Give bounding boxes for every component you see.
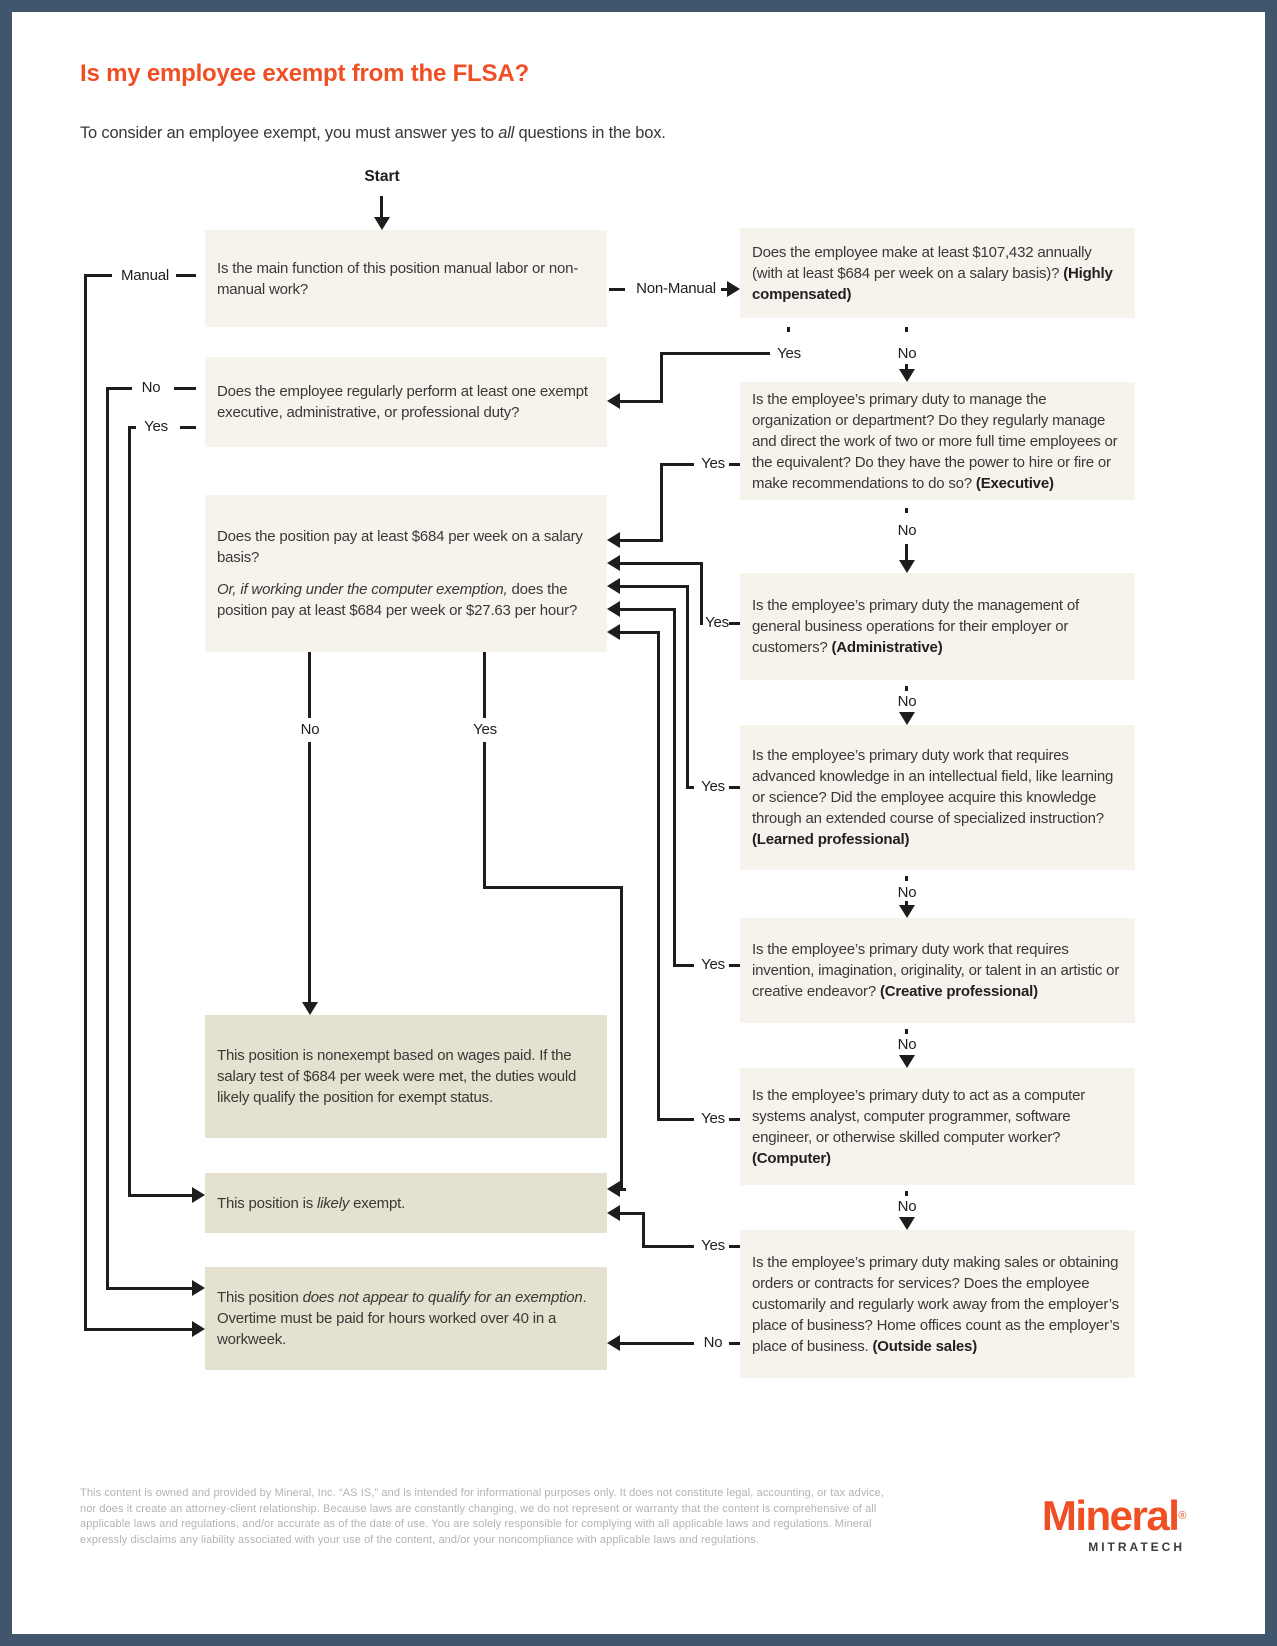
label-creative-no: No <box>897 1036 917 1053</box>
connector-hc-yes-horizontal <box>660 352 770 355</box>
node-administrative-text: Is the employee’s primary duty the management of general business operations for their employer or customers? (Administrative) <box>752 597 1079 656</box>
connector-administrative-yes-into-salary <box>618 562 702 565</box>
registered-trademark-icon: ® <box>1178 1510 1185 1522</box>
label-outside-sales-yes: Yes <box>701 1237 725 1254</box>
arrowhead-salary-no-icon <box>302 1002 318 1015</box>
node-likely-exempt <box>205 1173 607 1233</box>
arrowhead-salary-yes-icon <box>607 1181 620 1197</box>
connector-learned-yes-into-salary <box>618 585 688 588</box>
arrowhead-hc-no-icon <box>899 369 915 382</box>
label-highly-compensated-no: No <box>897 345 917 362</box>
label-manual: Manual <box>121 267 169 284</box>
arrowhead-outside-no-icon <box>607 1335 620 1351</box>
label-learned-no: No <box>897 884 917 901</box>
arrowhead-duty-yes-into-likely-exempt-icon <box>192 1187 205 1203</box>
connector-hc-yes-vertical <box>660 352 663 403</box>
node-salary-test-text-2: Or, if working under the computer exemption, does the position pay at least $684 per week or $27.63 per hour? <box>217 581 578 619</box>
arrowhead-duty-no-into-not-exempt-icon <box>192 1280 205 1296</box>
arrowhead-non-manual-icon <box>727 281 740 297</box>
connector-salary-yes-v3 <box>620 886 623 1191</box>
arrowhead-hc-yes-into-duty-icon <box>607 393 620 409</box>
connector-creative-yes-into-salary <box>618 608 675 611</box>
mineral-logo <box>985 1494 1185 1554</box>
connector-salary-no-v2 <box>308 742 311 1002</box>
connector-duty-yes-dash <box>180 426 196 429</box>
connector-administrative-yes-dash <box>729 622 740 625</box>
connector-salary-yes-v2 <box>483 742 486 889</box>
connector-creative-yes-trunk <box>673 608 676 967</box>
dot-computer-no <box>905 1191 908 1196</box>
node-exempt-duty <box>205 357 607 447</box>
node-nonexempt-wages-text: This position is nonexempt based on wages paid. If the salary test of $684 per week were met, the duties would likely qualify the position for exempt status. <box>217 1047 577 1106</box>
connector-duty-no-stub <box>106 387 132 390</box>
node-creative-professional-text: Is the employee’s primary duty work that requires invention, imagination, originality, or talent in an artistic or creative endeavor? (Creative professional) <box>752 941 1120 1000</box>
connector-computer-yes-left <box>657 1118 694 1121</box>
label-computer-no: No <box>897 1198 917 1215</box>
connector-executive-yes-into-salary <box>618 539 662 542</box>
arrowhead-executive-yes-icon <box>607 532 620 548</box>
node-salary-test <box>205 495 607 652</box>
node-salary-test-text-1: Does the position pay at least $684 per week on a salary basis? <box>217 528 583 566</box>
arrowhead-computer-no-icon <box>899 1217 915 1230</box>
label-exempt-duty-yes: Yes <box>144 418 168 435</box>
connector-salary-no-v1 <box>308 652 311 718</box>
connector-salary-yes-v1 <box>483 652 486 718</box>
connector-manual-stub <box>84 274 112 277</box>
connector-outside-yes-dash <box>729 1245 740 1248</box>
connector-executive-yes-left <box>660 463 694 466</box>
page-title: Is my employee exempt from the FLSA? <box>80 60 529 87</box>
connector-executive-no-line <box>905 544 908 560</box>
label-computer-yes: Yes <box>701 1110 725 1127</box>
node-not-exempt-text: This position does not appear to qualify for an exemption. Overtime must be paid for hours worked over 40 in a workweek. <box>217 1289 587 1348</box>
connector-duty-no-dash <box>174 387 196 390</box>
arrowhead-start-icon <box>374 217 390 230</box>
dot-highly-compensated-no <box>905 327 908 332</box>
connector-duty-yes-bottom <box>128 1194 194 1197</box>
footer-disclaimer: This content is owned and provided by Mineral, Inc. “AS IS,” and is intended for informational purposes only. It does not constitute legal, accounting, or tax advice, nor does it create an attorney-client relationship. Because laws are constantly changing, we do not represent or warranty that the content is comprehensive of all applicable laws and regulations, and/or accurate as of the date of use. You are solely responsible for complying with all applicable laws and regulations. Mineral expressly disclaims any liability associated with your use of the content, and/or your noncompliance with applicable laws and regulations. <box>80 1487 884 1546</box>
connector-outside-no-line <box>618 1342 694 1345</box>
connector-executive-yes-trunk <box>660 463 663 542</box>
node-computer <box>740 1068 1135 1185</box>
connector-computer-yes-trunk <box>657 631 660 1121</box>
connector-learned-yes-dash <box>729 786 740 789</box>
node-main-function-text: Is the main function of this position manual labor or non-manual work? <box>217 259 579 298</box>
connector-outside-yes-trunk <box>642 1212 645 1248</box>
dot-administrative-no <box>905 686 908 691</box>
arrowhead-computer-yes-icon <box>607 624 620 640</box>
node-not-exempt <box>205 1267 607 1370</box>
node-outside-sales-text: Is the employee’s primary duty making sales or obtaining orders or contracts for services? Does the employee customarily and regularly work away from the employer’s place of business? Home offices count as the employer’s place of business. (Outside sales) <box>752 1253 1120 1355</box>
node-learned-professional-text: Is the employee’s primary duty work that requires advanced knowledge in an intellectual field, like learning or science? Did the employee acquire this knowledge through an extended course of specialized instruction? (Learned professional) <box>752 747 1114 848</box>
connector-start-line <box>380 196 383 218</box>
dot-highly-compensated-yes <box>787 327 790 332</box>
dot-creative-no <box>905 1029 908 1034</box>
node-computer-text: Is the employee’s primary duty to act as a computer systems analyst, computer programmer, software engineer, or otherwise skilled computer worker? (Computer) <box>752 1086 1086 1167</box>
node-highly-compensated-text: Does the employee make at least $107,432 annually (with at least $684 per week on a salary basis)? (Highly compensated) <box>752 243 1113 303</box>
connector-hc-yes-into-duty <box>618 400 662 403</box>
connector-duty-no-bottom <box>106 1287 194 1290</box>
arrowhead-creative-yes-icon <box>607 601 620 617</box>
label-exempt-duty-no: No <box>141 379 161 396</box>
node-creative-professional <box>740 918 1135 1023</box>
arrowhead-manual-into-not-exempt-icon <box>192 1321 205 1337</box>
connector-executive-yes-dash <box>729 463 740 466</box>
dot-executive-no <box>905 508 908 513</box>
connector-administrative-yes-trunk <box>700 562 703 625</box>
mineral-logo-wordmark: Mineral® <box>1041 1492 1185 1539</box>
label-creative-yes: Yes <box>701 956 725 973</box>
label-salary-test-no: No <box>300 721 320 738</box>
arrowhead-executive-no-icon <box>899 560 915 573</box>
node-administrative <box>740 573 1135 680</box>
start-label: Start <box>364 168 400 185</box>
connector-non-manual-dash <box>609 288 625 291</box>
connector-computer-yes-into-salary <box>618 631 659 634</box>
node-outside-sales <box>740 1230 1135 1378</box>
node-nonexempt-wages <box>205 1015 607 1138</box>
label-executive-yes: Yes <box>701 455 725 472</box>
label-salary-test-yes: Yes <box>473 721 497 738</box>
node-main-function <box>205 230 607 327</box>
mitratech-logo-text: MITRATECH <box>1088 1540 1185 1554</box>
connector-salary-yes-h <box>483 886 623 889</box>
page-subtitle: To consider an employee exempt, you must answer yes to all questions in the box. <box>80 124 666 142</box>
label-learned-yes: Yes <box>701 778 725 795</box>
node-learned-professional <box>740 725 1135 870</box>
connector-manual-dash <box>176 274 196 277</box>
connector-outside-no-dash <box>729 1342 740 1345</box>
label-highly-compensated-yes: Yes <box>777 345 801 362</box>
connector-learned-yes-trunk <box>686 585 689 789</box>
arrowhead-outside-yes-icon <box>607 1205 620 1221</box>
connector-outside-yes-left <box>642 1245 694 1248</box>
connector-outside-yes-into-likely <box>618 1212 644 1215</box>
label-non-manual: Non-Manual <box>636 280 716 297</box>
connector-duty-no-vertical <box>106 387 109 1290</box>
connector-creative-yes-left <box>673 964 694 967</box>
connector-computer-yes-dash <box>729 1118 740 1121</box>
label-administrative-no: No <box>897 693 917 710</box>
label-administrative-yes: Yes <box>705 614 729 631</box>
node-executive-text: Is the employee’s primary duty to manage the organization or department? Do they regularly manage and direct the work of two or more full time employees or the equivalent? Do they have the power to hire or fire or make recommendations to do so? (Executive) <box>752 390 1118 492</box>
arrowhead-learned-no-icon <box>899 905 915 918</box>
node-likely-exempt-text: This position is likely exempt. <box>217 1194 406 1212</box>
label-executive-no: No <box>897 522 917 539</box>
connector-creative-yes-dash <box>729 964 740 967</box>
label-outside-sales-no: No <box>703 1334 723 1351</box>
connector-manual-vertical <box>84 274 87 1331</box>
arrowhead-creative-no-icon <box>899 1055 915 1068</box>
node-highly-compensated <box>740 228 1135 318</box>
connector-duty-yes-vertical <box>128 426 131 1196</box>
arrowhead-administrative-no-icon <box>899 712 915 725</box>
arrowhead-administrative-yes-icon <box>607 555 620 571</box>
node-exempt-duty-text: Does the employee regularly perform at least one exempt executive, administrative, or professional duty? <box>217 383 588 421</box>
node-executive <box>740 382 1135 500</box>
connector-manual-bottom <box>84 1328 194 1331</box>
dot-learned-no <box>905 876 908 881</box>
arrowhead-learned-yes-icon <box>607 578 620 594</box>
